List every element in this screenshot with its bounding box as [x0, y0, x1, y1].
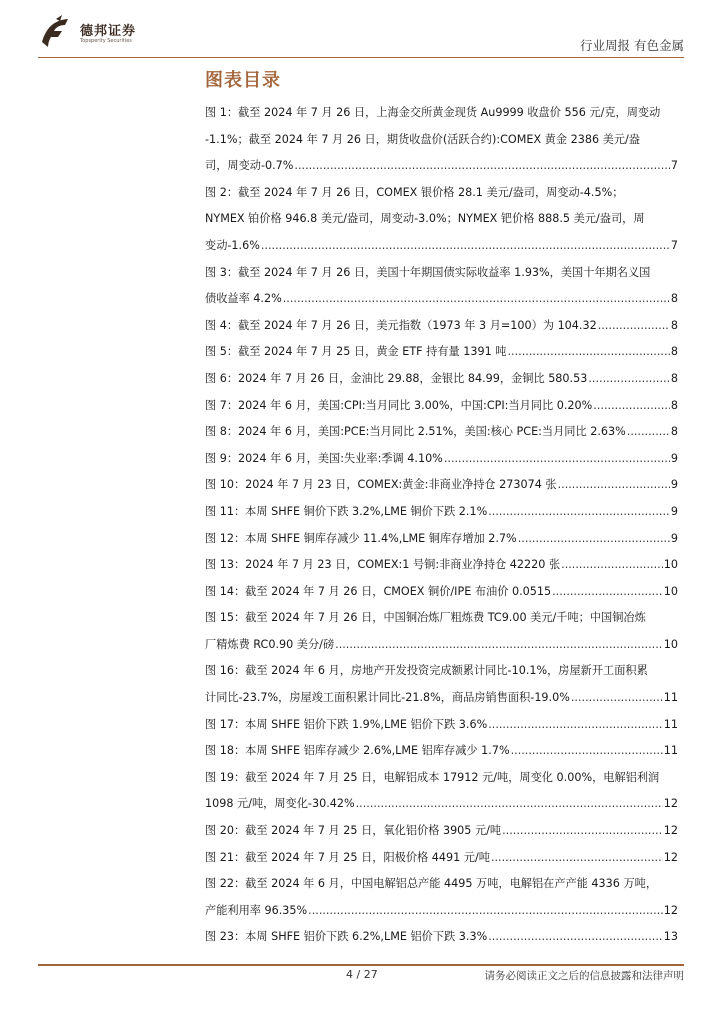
toc-page-number: 8: [670, 371, 678, 385]
dot-leader: [558, 472, 670, 499]
legal-disclaimer: 请务必阅读正文之后的信息披露和法律声明: [484, 970, 684, 982]
dot-leader: [593, 393, 670, 420]
toc-entry-text: 计同比-23.7%，房屋竣工面积累计同比-21.8%，商品房销售面积-19.0%: [205, 691, 570, 705]
toc-entry[interactable]: [205, 339, 678, 366]
toc-entry[interactable]: [205, 658, 678, 711]
toc-entry[interactable]: [205, 526, 678, 553]
dot-leader: [561, 552, 663, 579]
toc-entry-text: 图 9：2024 年 6 月，美国:失业率:季调 4.10%: [205, 451, 443, 465]
page-number: 4 / 27: [346, 968, 378, 981]
toc-entry-text: NYMEX 铂价格 946.8 美元/盎司，周变动-3.0%；NYMEX 钯价格 888.5 美元/盎司，周: [205, 212, 645, 226]
toc-entry[interactable]: [205, 552, 678, 579]
toc-entry-text: 产能利用率 96.35%: [205, 903, 308, 917]
toc-page-number: 8: [670, 345, 678, 359]
toc-entry[interactable]: [205, 472, 678, 499]
toc-page-number: 7: [670, 238, 678, 252]
dot-leader: [308, 898, 663, 925]
toc-page-number: 8: [670, 398, 678, 412]
brand-name-cn: 德邦证券: [80, 24, 137, 39]
toc-entry[interactable]: [205, 100, 678, 180]
toc-page-number: 10: [663, 584, 678, 598]
toc-entry-text: 图 1：截至 2024 年 7 月 26 日，上海金交所黄金现货 Au9999 收盘价 556 元/克，周变动: [205, 106, 661, 119]
toc-page-number: 12: [663, 824, 678, 838]
toc-entry-text: 图 10：2024 年 7 月 23 日，COMEX:黄金:非商业净持仓 273074 张: [205, 478, 557, 492]
toc-entry-text: 图 18：本周 SHFE 铝库存减少 2.6%,LME 铝库存减少 1.7%: [205, 744, 510, 758]
toc-page-number: 12: [663, 797, 678, 811]
dot-leader: [627, 419, 670, 446]
dot-leader: [491, 845, 663, 872]
toc-page-number: 9: [670, 504, 678, 518]
toc-entry[interactable]: [205, 765, 678, 818]
toc-entry[interactable]: [205, 366, 678, 393]
toc-entry[interactable]: [205, 738, 678, 765]
toc-entry[interactable]: [205, 605, 678, 658]
toc-entry[interactable]: [205, 180, 678, 260]
toc-page-number: 12: [663, 850, 678, 864]
toc-entry-text: 图 17：本周 SHFE 铝价下跌 1.9%,LME 铝价下跌 3.6%: [205, 717, 488, 731]
toc-entry-text: 图 23：本周 SHFE 铝价下跌 6.2%,LME 铝价下跌 3.3%: [205, 930, 488, 944]
toc-entry-text: 图 6：2024 年 7 月 26 日，金油比 29.88，金银比 84.99，金铜比 580.53: [205, 371, 588, 385]
toc-entry-text: 图 20：截至 2024 年 7 月 25 日，氧化铝价格 3905 元/吨: [205, 824, 502, 838]
dot-leader: [502, 818, 663, 845]
dot-leader: [598, 313, 670, 340]
toc-page-number: 9: [670, 478, 678, 492]
toc-page-number: 13: [663, 930, 678, 944]
toc-entry[interactable]: [205, 871, 678, 924]
dot-leader: [571, 685, 663, 712]
toc-page-number: 8: [670, 425, 678, 439]
dot-leader: [444, 446, 670, 473]
toc-entry-text: 图 5：截至 2024 年 7 月 25 日，黄金 ETF 持有量 1391 吨: [205, 345, 507, 359]
toc-entry-text: -1.1%；截至 2024 年 7 月 26 日，期货收盘价(活跃合约):COMEX 黄金 2386 美元/盎: [205, 132, 640, 146]
header-divider: [38, 57, 684, 58]
dot-leader: [488, 712, 663, 739]
toc-entry-text: 图 8：2024 年 6 月，美国:PCE:当月同比 2.51%，美国:核心 PCE:当月同比 2.63%: [205, 425, 626, 439]
toc-entry-text: 图 2：截至 2024 年 7 月 26 日，COMEX 银价格 28.1 美元/盎司，周变动-4.5%；: [205, 185, 624, 199]
dot-leader: [488, 924, 663, 951]
toc-page-number: 9: [670, 451, 678, 465]
toc-page-number: 12: [663, 903, 678, 917]
toc-heading: 图表目录: [205, 70, 281, 91]
dot-leader: [508, 339, 670, 366]
toc-entry[interactable]: [205, 845, 678, 872]
company-logo: [38, 14, 168, 50]
toc-page-number: 11: [663, 691, 678, 705]
toc-entry[interactable]: [205, 579, 678, 606]
dot-leader: [356, 791, 663, 818]
toc-entry-text: 1098 元/吨，周变化-30.42%: [205, 797, 355, 811]
toc-page-number: 11: [663, 744, 678, 758]
toc-page-number: 7: [670, 159, 678, 173]
toc-entry-text: 图 16：截至 2024 年 6 月，房地产开发投资完成额累计同比-10.1%，房屋新开工面积累: [205, 664, 648, 678]
toc-entry-text: 司，周变动-0.7%: [205, 159, 294, 173]
toc-entry[interactable]: [205, 446, 678, 473]
dot-leader: [294, 153, 669, 180]
toc-entry[interactable]: [205, 499, 678, 526]
toc-entry[interactable]: [205, 313, 678, 340]
figure-list: [205, 100, 678, 951]
dot-leader: [488, 499, 670, 526]
dot-leader: [588, 366, 670, 393]
toc-entry-text: 变动-1.6%: [205, 238, 260, 252]
dot-leader: [552, 579, 663, 606]
toc-page-number: 11: [663, 717, 678, 731]
dot-leader: [511, 738, 663, 765]
dot-leader: [283, 286, 670, 313]
footer-divider: [38, 964, 684, 966]
toc-entry-text: 图 15：截至 2024 年 7 月 26 日，中国铜冶炼厂粗炼费 TC9.00 美元/千吨；中国铜冶炼: [205, 611, 646, 625]
toc-entry-text: 图 19：截至 2024 年 7 月 25 日，电解铝成本 17912 元/吨，周变化 0.00%，电解铝利润: [205, 770, 660, 784]
dot-leader: [518, 526, 670, 553]
toc-entry[interactable]: [205, 260, 678, 313]
toc-entry-text: 图 14：截至 2024 年 7 月 26 日，CMOEX 铜价/IPE 布油价 0.0515: [205, 584, 552, 598]
report-category: 行业周报 有色金属: [580, 38, 684, 53]
toc-entry-text: 图 12：本周 SHFE 铜库存减少 11.4%,LME 铜库存增加 2.7%: [205, 531, 517, 545]
toc-entry-text: 图 7：2024 年 6 月，美国:CPI:当月同比 3.00%，中国:CPI:当月同比 0.20%: [205, 398, 593, 412]
toc-entry[interactable]: [205, 419, 678, 446]
toc-page-number: 8: [670, 318, 678, 332]
toc-entry[interactable]: [205, 712, 678, 739]
toc-entry-text: 图 4：截至 2024 年 7 月 26 日，美元指数（1973 年 3 月=100）为 104.32: [205, 318, 597, 332]
toc-entry-text: 图 21：截至 2024 年 7 月 25 日，阳极价格 4491 元/吨: [205, 850, 490, 864]
toc-entry-text: 图 3：截至 2024 年 7 月 26 日，美国十年期国债实际收益率 1.93%，美国十年期名义国: [205, 265, 651, 279]
toc-entry[interactable]: [205, 924, 678, 951]
toc-page-number: 10: [663, 558, 678, 572]
toc-entry[interactable]: [205, 393, 678, 420]
dot-leader: [335, 632, 663, 659]
toc-entry-text: 图 22：截至 2024 年 6 月，中国电解铝总产能 4495 万吨，电解铝在产产能 4336 万吨，: [205, 877, 658, 891]
toc-entry-text: 图 11：本周 SHFE 铜价下跌 3.2%,LME 铜价下跌 2.1%: [205, 504, 488, 518]
logo-icon: [38, 14, 74, 50]
toc-entry-text: 厂精炼费 RC0.90 美分/磅: [205, 637, 335, 651]
toc-page-number: 9: [670, 531, 678, 545]
toc-page-number: 8: [670, 292, 678, 306]
toc-page-number: 10: [663, 637, 678, 651]
page-header: [0, 0, 724, 62]
brand-name-en: Topsperity Securities: [80, 38, 132, 44]
dot-leader: [261, 233, 670, 260]
toc-entry[interactable]: [205, 818, 678, 845]
toc-entry-text: 图 13：2024 年 7 月 23 日，COMEX:1 号铜:非商业净持仓 42220 张: [205, 558, 561, 572]
toc-entry-text: 债收益率 4.2%: [205, 292, 282, 306]
